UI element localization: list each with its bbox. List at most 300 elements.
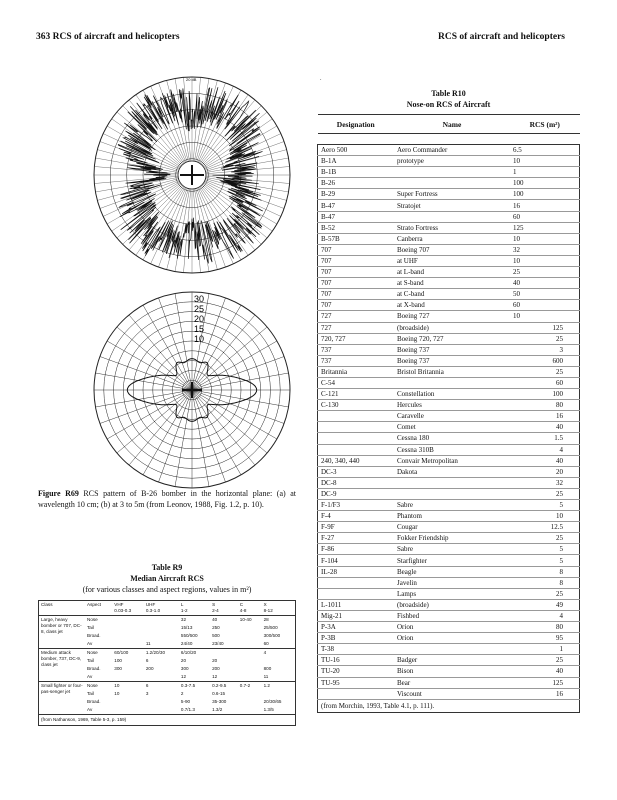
table-row: [318, 500, 580, 511]
cell-designation: 707: [318, 244, 395, 255]
cell-rcs: 600: [510, 355, 580, 366]
table-row: [318, 488, 580, 499]
table-row: [318, 622, 580, 633]
cell-name: Badger: [394, 655, 510, 666]
cell-rcs: 4: [510, 610, 580, 621]
table-row: [318, 599, 580, 610]
table-cell: [144, 624, 179, 632]
table-cell: Nose: [87, 650, 98, 655]
table-row: [318, 333, 580, 344]
cell-designation: [318, 588, 395, 599]
table-row: [318, 267, 580, 278]
table-cell: 40: [212, 617, 218, 622]
cell-designation: TU-95: [318, 677, 395, 688]
table-cell: 20: [212, 658, 218, 663]
table-row: [318, 255, 580, 266]
table-cell: [238, 673, 262, 682]
cell-rcs: 25: [510, 655, 580, 666]
polar-pattern-a: [86, 68, 298, 278]
table-cell: 500: [212, 633, 220, 638]
cell-rcs: 25: [510, 533, 580, 544]
table-cell: [112, 673, 144, 682]
cell-designation: C-54: [318, 377, 395, 388]
cell-rcs: 125: [510, 222, 580, 233]
cell-designation: F-4: [318, 511, 395, 522]
table-row: [318, 189, 580, 200]
cell-name: Bristol Britannia: [394, 366, 510, 377]
cell-name: Starfighter: [394, 555, 510, 566]
cell-name: Orion: [394, 622, 510, 633]
table-cell: [238, 657, 262, 665]
scale-label: 25: [194, 304, 205, 314]
table-row: [318, 522, 580, 533]
table-r9-footnote: (from Nathanson, 1969, Table 5-3, p. 159): [39, 715, 296, 726]
cell-rcs: 80: [510, 622, 580, 633]
table-row: [318, 466, 580, 477]
cell-name: Orion: [394, 633, 510, 644]
table-cell: 300/500: [263, 633, 281, 638]
table-r9-subtitle: (for various classes and aspect regions, values in m²): [82, 585, 252, 594]
table-cell: [144, 698, 179, 706]
table-cell: [238, 698, 262, 706]
cell-rcs: 32: [510, 244, 580, 255]
cell-rcs: 100: [510, 178, 580, 189]
cell-name: Convair Metropolitan: [394, 455, 510, 466]
table-cell: [238, 624, 262, 632]
cell-rcs: 4: [510, 444, 580, 455]
cell-rcs: 25: [510, 366, 580, 377]
table-row: [318, 233, 580, 244]
cell-designation: B-1A: [318, 156, 395, 167]
table-row: [318, 344, 580, 355]
table-r9-header: [39, 601, 296, 616]
cell-name: Dakota: [394, 466, 510, 477]
cell-name: Cougar: [394, 522, 510, 533]
cell-designation: P-3B: [318, 633, 395, 644]
table-cell: 3: [145, 691, 149, 696]
cell-name: Fokker Friendship: [394, 533, 510, 544]
cell-class: Small fighter or four-pas-senger jet: [41, 683, 83, 694]
cell-designation: F-27: [318, 533, 395, 544]
cell-name: Javelin: [394, 577, 510, 588]
cell-designation: C-121: [318, 389, 395, 400]
cell-designation: DC-9: [318, 488, 395, 499]
cell-name: (broadside): [394, 322, 510, 333]
table-cell: 24/40: [180, 641, 193, 646]
cell-designation: TU-20: [318, 666, 395, 677]
table-cell: 12: [212, 674, 218, 679]
cell-name: [394, 488, 510, 499]
cell-name: Aero Commander: [394, 145, 510, 156]
table-cell: 100: [114, 658, 122, 663]
table-cell: Nose: [87, 617, 98, 622]
table-row: [318, 377, 580, 388]
table-row: [318, 455, 580, 466]
table-cell: 10: [114, 683, 120, 688]
table-cell: [238, 649, 262, 658]
header-rcs: RCS (m²): [510, 115, 580, 134]
cell-designation: IL-28: [318, 566, 395, 577]
cell-rcs: 5: [510, 544, 580, 555]
table-cell: [238, 690, 262, 698]
table-row: [318, 278, 580, 289]
cell-rcs: 25: [510, 488, 580, 499]
cell-name: [394, 477, 510, 488]
cell-name: Boeing 727: [394, 311, 510, 322]
table-cell: [238, 632, 262, 640]
table-cell: Tail: [87, 691, 94, 696]
scale-label: 10: [194, 334, 205, 344]
cell-designation: [318, 433, 395, 444]
cell-rcs: 40: [510, 278, 580, 289]
table-cell: [144, 706, 179, 715]
table-cell: 60/100: [114, 650, 129, 655]
cell-rcs: 1.5: [510, 433, 580, 444]
table-cell: [262, 657, 296, 665]
table-row: [318, 511, 580, 522]
figure-caption: [38, 488, 296, 510]
scale-label: 15: [194, 324, 205, 334]
scale-label: 30: [194, 294, 205, 304]
cell-rcs: 10: [510, 511, 580, 522]
cell-rcs: 40: [510, 422, 580, 433]
cell-rcs: 40: [510, 455, 580, 466]
table-row: [318, 433, 580, 444]
table-cell: 10: [114, 691, 120, 696]
cell-designation: [318, 577, 395, 588]
table-cell: 28: [263, 617, 269, 622]
figure-a-scale-label: 20 dB: [186, 77, 197, 82]
cell-rcs: 100: [510, 389, 580, 400]
header-class: Class: [41, 602, 53, 607]
figure-caption-text: RCS pattern of B-26 bomber in the horizontal plane: (a) at wavelength 10 cm; (b) at 3 to 5m (from Leonov, 1988, Fig. 1.2, p. 10).: [38, 489, 297, 509]
table-cell: 1.2: [263, 683, 270, 688]
cell-name: [394, 644, 510, 655]
table-row: [318, 200, 580, 211]
table-cell: 0.2-9.5: [212, 683, 227, 688]
table-cell: 11: [145, 641, 151, 646]
table-cell: 300: [180, 666, 189, 671]
table-cell: [144, 616, 179, 625]
table-row: [318, 322, 580, 333]
cell-rcs: 10: [510, 311, 580, 322]
cell-name: [394, 178, 510, 189]
header-band-s: S 2-4: [212, 602, 219, 613]
cell-designation: 727: [318, 322, 395, 333]
table-cell: Broad.: [87, 699, 101, 704]
cell-name: at UHF: [394, 255, 510, 266]
table-r9: [38, 600, 296, 726]
table-row: [318, 211, 580, 222]
table-r10-label: Table R10: [431, 89, 466, 98]
cell-name: Cessna 310B: [394, 444, 510, 455]
cell-designation: [318, 422, 395, 433]
cell-designation: B-52: [318, 222, 395, 233]
cell-name: Boeing 737: [394, 355, 510, 366]
table-r9-label: Table R9: [151, 563, 183, 572]
cell-designation: DC-3: [318, 466, 395, 477]
table-cell: 300: [114, 666, 122, 671]
cell-rcs: 5: [510, 500, 580, 511]
cell-rcs: 25: [510, 588, 580, 599]
figure-r69-b: [86, 283, 298, 493]
table-cell: Av: [87, 641, 93, 646]
cell-name: [394, 211, 510, 222]
table-cell: 23/40: [212, 641, 224, 646]
cell-name: Sabre: [394, 500, 510, 511]
cell-rcs: 12.5: [510, 522, 580, 533]
cell-designation: C-130: [318, 400, 395, 411]
cell-designation: Mig-21: [318, 610, 395, 621]
table-cell: 4: [263, 650, 267, 655]
table-cell: [112, 616, 144, 625]
table-cell: 6/10/20: [180, 650, 197, 655]
cell-name: Lamps: [394, 588, 510, 599]
table-row: [318, 366, 580, 377]
table-cell: 6: [145, 658, 149, 663]
table-cell: [144, 632, 179, 640]
cell-designation: B-26: [318, 178, 395, 189]
cell-rcs: 6.5: [510, 145, 580, 156]
table-cell: 60: [263, 641, 269, 646]
cell-name: [394, 377, 510, 388]
cell-rcs: 16: [510, 411, 580, 422]
cell-designation: B-47: [318, 211, 395, 222]
table-row: [318, 311, 580, 322]
table-cell: Av: [87, 707, 93, 712]
table-row: [318, 289, 580, 300]
cell-rcs: 5: [510, 555, 580, 566]
table-cell: 32: [180, 617, 187, 622]
cell-class: Medium attack bomber, 737, DC-9, class jet: [41, 650, 82, 667]
table-cell: 12: [180, 674, 187, 679]
table-cell: 250: [212, 625, 220, 630]
table-cell: [210, 649, 238, 658]
table-row: [318, 244, 580, 255]
cell-name: Strato Fortress: [394, 222, 510, 233]
cell-designation: L-1011: [318, 599, 395, 610]
cell-designation: [318, 411, 395, 422]
table-r10: [317, 114, 580, 713]
table-row: [318, 400, 580, 411]
cell-name: Canberra: [394, 233, 510, 244]
cell-name: Bison: [394, 666, 510, 677]
cell-name: Comet: [394, 422, 510, 433]
cell-name: Cessna 180: [394, 433, 510, 444]
header-designation: Designation: [318, 115, 395, 134]
table-cell: Tail: [87, 625, 94, 630]
cell-rcs: 1: [510, 644, 580, 655]
cell-designation: 737: [318, 344, 395, 355]
cell-name: at L-band: [394, 267, 510, 278]
cell-name: at S-band: [394, 278, 510, 289]
cell-rcs: 60: [510, 211, 580, 222]
cell-designation: Aero 500: [318, 145, 395, 156]
cell-name: Sabre: [394, 544, 510, 555]
cell-designation: 707: [318, 289, 395, 300]
table-cell: 550/500: [180, 633, 198, 638]
cell-designation: 707: [318, 278, 395, 289]
cell-rcs: 8: [510, 577, 580, 588]
table-row: [318, 477, 580, 488]
table-row: [318, 411, 580, 422]
table-row: [318, 655, 580, 666]
table-row: [318, 178, 580, 189]
table-cell: 0.7-2: [239, 683, 251, 688]
cell-rcs: 40: [510, 666, 580, 677]
cell-name: Constellation: [394, 389, 510, 400]
table-r9-title: Median Aircraft RCS: [130, 574, 204, 583]
cell-designation: TU-16: [318, 655, 395, 666]
table-cell: 200: [212, 666, 220, 671]
table-cell: [238, 665, 262, 673]
cell-designation: DC-8: [318, 477, 395, 488]
cell-rcs: 16: [510, 688, 580, 699]
cell-name: Boeing 737: [394, 344, 510, 355]
cell-name: Super Fortress: [394, 189, 510, 200]
running-header-right: RCS of aircraft and helicopters: [437, 32, 565, 42]
table-cell: 20/30/65: [263, 699, 282, 704]
cell-designation: 707: [318, 267, 395, 278]
cell-rcs: 32: [510, 477, 580, 488]
table-cell: 1.2/20/30: [145, 650, 166, 655]
cell-name: Caravelle: [394, 411, 510, 422]
cell-name: Boeing 707: [394, 244, 510, 255]
cell-designation: F-9F: [318, 522, 395, 533]
cell-designation: 707: [318, 300, 395, 311]
cell-rcs: 3: [510, 344, 580, 355]
cell-rcs: 100: [510, 189, 580, 200]
cell-rcs: 8: [510, 566, 580, 577]
scale-label: 20: [194, 314, 205, 324]
table-row: [318, 533, 580, 544]
table-row: [318, 555, 580, 566]
table-cell: [238, 640, 262, 649]
table-row: [318, 566, 580, 577]
cell-rcs: 60: [510, 300, 580, 311]
table-cell: [262, 690, 296, 698]
cell-designation: 720, 727: [318, 333, 395, 344]
cell-name: Boeing 720, 727: [394, 333, 510, 344]
table-row: [318, 577, 580, 588]
cell-designation: B-29: [318, 189, 395, 200]
table-cell: Broad.: [87, 633, 101, 638]
table-cell: [238, 706, 262, 715]
page-mark: .: [320, 76, 322, 82]
cell-rcs: 10: [510, 233, 580, 244]
cell-name: Phantom: [394, 511, 510, 522]
table-cell: 2: [180, 691, 184, 696]
figure-r69-a: [86, 68, 298, 278]
cell-rcs: 80: [510, 400, 580, 411]
table-cell: 20: [180, 658, 187, 663]
cell-rcs: 10: [510, 255, 580, 266]
cell-rcs: 16: [510, 200, 580, 211]
table-row: [318, 588, 580, 599]
table-cell: Av: [87, 674, 93, 679]
cell-rcs: 25: [510, 267, 580, 278]
table-cell: 11: [263, 674, 269, 679]
cell-name: [394, 167, 510, 178]
cell-designation: F-1/F3: [318, 500, 395, 511]
cell-class: Large, heavy bomber or 707, DC-8, class jet: [41, 617, 82, 634]
cell-name: (broadside): [394, 599, 510, 610]
cell-designation: [318, 688, 395, 699]
table-row: [318, 610, 580, 621]
cell-name: Viscount: [394, 688, 510, 699]
cell-designation: Britannia: [318, 366, 395, 377]
header-band-vhf: VHF 0.03-0.3: [114, 602, 132, 613]
table-cell: 200: [145, 666, 154, 671]
cell-rcs: 20: [510, 466, 580, 477]
table-row: [318, 422, 580, 433]
cell-designation: B-47: [318, 200, 395, 211]
cell-designation: B-1B: [318, 167, 395, 178]
table-row: [318, 145, 580, 156]
table-r10-title: Nose-on RCS of Aircraft: [406, 100, 491, 109]
table-cell: [112, 632, 144, 640]
table-cell: 5-90: [180, 699, 191, 704]
cell-name: Fishbed: [394, 610, 510, 621]
cell-rcs: 95: [510, 633, 580, 644]
header-name: Name: [394, 115, 510, 134]
table-row: [318, 156, 580, 167]
table-row: [318, 389, 580, 400]
table-cell: [144, 673, 179, 682]
table-cell: [112, 698, 144, 706]
running-header-left: 363 RCS of aircraft and helicopters: [36, 32, 180, 42]
cell-rcs: 1: [510, 167, 580, 178]
table-row: [318, 644, 580, 655]
table-cell: [112, 640, 144, 649]
table-cell: 10-40: [239, 617, 252, 622]
table-cell: Nose: [87, 683, 98, 688]
table-cell: 1.3/5: [263, 707, 274, 712]
header-band-c: C 4-8: [239, 602, 247, 613]
table-row: [318, 167, 580, 178]
cell-rcs: 10: [510, 156, 580, 167]
table-cell: 800: [263, 666, 272, 671]
cell-designation: T-38: [318, 644, 395, 655]
cell-rcs: 50: [510, 289, 580, 300]
cell-name: at X-band: [394, 300, 510, 311]
cell-name: Beagle: [394, 566, 510, 577]
table-cell: 15/13: [180, 625, 193, 630]
table-row: [318, 666, 580, 677]
cell-designation: [318, 444, 395, 455]
cell-rcs: 25: [510, 333, 580, 344]
cell-name: Stratojet: [394, 200, 510, 211]
cell-rcs: 49: [510, 599, 580, 610]
header-band-x: X 8-12: [263, 602, 273, 613]
cell-designation: 737: [318, 355, 395, 366]
table-r10-header: [318, 115, 580, 134]
header-aspect: Aspect: [87, 602, 102, 607]
table-cell: 1.3/2: [212, 707, 223, 712]
cell-designation: F-86: [318, 544, 395, 555]
table-cell: Broad.: [87, 666, 101, 671]
table-cell: [112, 706, 144, 715]
table-cell: [112, 624, 144, 632]
table-r10-footnote: (from Morchin, 1993, Table 4.1, p. 111).: [318, 699, 580, 712]
cell-designation: 240, 340, 440: [318, 455, 395, 466]
table-cell: 0.7/1.3: [180, 707, 195, 712]
table-row: [39, 682, 296, 691]
table-cell: 6: [145, 683, 149, 688]
figure-caption-label: Figure R69: [38, 489, 79, 498]
cell-designation: P-3A: [318, 622, 395, 633]
table-row: [318, 544, 580, 555]
